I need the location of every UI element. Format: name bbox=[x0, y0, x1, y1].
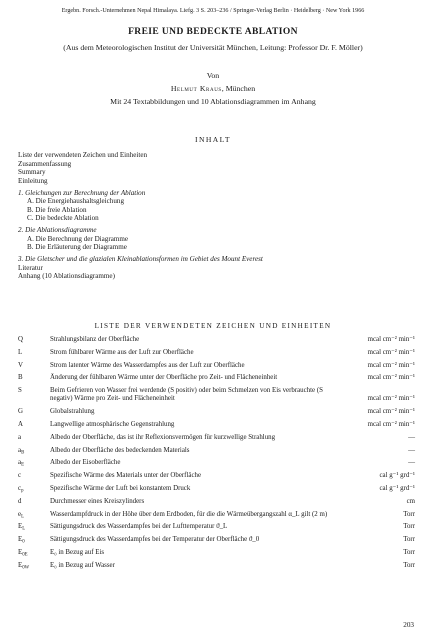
symbol-unit: Torr bbox=[403, 561, 415, 569]
symbol-row bbox=[18, 336, 415, 349]
institute-subtitle: (Aus dem Meteorologischen Institut der Universität München, Leitung: Professor Dr. F. Möller) bbox=[63, 43, 363, 52]
table-of-contents bbox=[18, 151, 413, 281]
symbol-letter: E bbox=[18, 523, 23, 531]
contents-heading: INHALT bbox=[195, 135, 231, 144]
symbol-row bbox=[18, 421, 415, 434]
symbol-row bbox=[18, 511, 415, 524]
toc-item: Einleitung bbox=[18, 176, 48, 185]
symbol-description: Strom fühlbarer Wärme aus der Luft zur Oberfläche bbox=[50, 348, 194, 356]
symbol-letter: E bbox=[18, 561, 23, 569]
symbol-unit: — bbox=[408, 459, 415, 467]
symbol-letter: Q bbox=[18, 336, 23, 343]
symbol-row bbox=[18, 498, 415, 511]
symbol-row bbox=[18, 485, 415, 498]
symbol-letter: B bbox=[18, 374, 23, 382]
toc-subitem: C. Die bedeckte Ablation bbox=[27, 214, 99, 223]
symbol-description: Sättigungsdruck des Wasserdampfes bei der Temperatur der Oberfläche ϑ_0 bbox=[50, 536, 260, 544]
symbol-row bbox=[18, 536, 415, 549]
symbol-unit: cm bbox=[406, 497, 415, 505]
symbol-unit: cal g⁻¹ grd⁻¹ bbox=[379, 484, 415, 492]
symbol-description: Albedo der Oberfläche des bedeckenden Materials bbox=[50, 446, 190, 454]
symbol-unit: mcal cm⁻² min⁻¹ bbox=[367, 374, 415, 382]
symbol-description: Spezifische Wärme der Luft bei konstantem Druck bbox=[50, 484, 191, 492]
symbol bbox=[18, 349, 44, 360]
symbol-description: Globalstrahlung bbox=[50, 408, 95, 416]
symbol bbox=[18, 549, 44, 560]
symbol-description: Albedo der Oberfläche, das ist ihr Reflexionsvermögen für kurzwellige Strahlung bbox=[50, 433, 276, 441]
symbol-unit: Torr bbox=[403, 548, 415, 556]
symbol-letter: a bbox=[18, 433, 22, 441]
toc-item: Zusammenfassung bbox=[18, 159, 72, 168]
symbol-unit: Torr bbox=[403, 536, 415, 544]
symbol bbox=[18, 447, 44, 458]
symbol-description: E₀ in Bezug auf Wasser bbox=[50, 561, 115, 569]
toc-item: Literatur bbox=[18, 263, 43, 272]
symbol-row bbox=[18, 408, 415, 421]
symbol bbox=[18, 374, 44, 385]
symbol-row bbox=[18, 459, 415, 472]
symbol-letter: G bbox=[18, 408, 23, 416]
symbol-unit: cal g⁻¹ grd⁻¹ bbox=[379, 472, 415, 480]
symbol-unit: — bbox=[408, 446, 415, 454]
symbol-description: Sättigungsdruck des Wasserdampfes bei der Lufttemperatur ϑ_L bbox=[50, 523, 228, 531]
symbol bbox=[18, 421, 44, 432]
article-title: FREIE UND BEDECKTE ABLATION bbox=[128, 27, 298, 37]
symbol-unit: mcal cm⁻² min⁻¹ bbox=[367, 408, 415, 416]
symbols-list bbox=[18, 336, 415, 575]
symbol-description: Beim Gefrieren von Wasser frei werdende (S positiv) oder beim Schmelzen von Eis verbrauchte (S negativ) Wärme pro Zeit- und Flächeneinheit bbox=[50, 387, 323, 403]
symbol bbox=[18, 472, 44, 483]
toc-subitem: A. Die Berechnung der Diagramme bbox=[27, 234, 129, 243]
symbol-row bbox=[18, 362, 415, 375]
symbol-subscript: p bbox=[21, 488, 24, 494]
journal-header: Ergebn. Forsch.-Unternehmen Nepal Himalaya. Liefg. 3 S. 203–236 / Springer-Verlag Berlin · Heidelberg · New York 1966 bbox=[61, 8, 365, 14]
symbol bbox=[18, 336, 44, 347]
toc-item: Anhang (10 Ablationsdiagramme) bbox=[18, 272, 115, 281]
symbol-letter: E bbox=[18, 548, 23, 556]
symbol bbox=[18, 523, 44, 534]
symbol bbox=[18, 562, 44, 573]
symbol-unit: mcal cm⁻² min⁻¹ bbox=[367, 336, 415, 343]
symbol-letter: S bbox=[18, 387, 22, 395]
symbol-unit: mcal cm⁻² min⁻¹ bbox=[367, 348, 415, 356]
symbol-letter: a bbox=[18, 446, 22, 454]
symbol-letter: c bbox=[18, 484, 22, 492]
symbol-row bbox=[18, 549, 415, 562]
symbol-unit: mcal cm⁻² min⁻¹ bbox=[367, 361, 415, 369]
author-line bbox=[0, 84, 426, 93]
von-label: Von bbox=[206, 71, 220, 80]
symbol-subscript: L bbox=[21, 514, 24, 520]
symbol bbox=[18, 362, 44, 373]
symbol-subscript: B bbox=[21, 450, 25, 456]
symbol-letter: e bbox=[18, 510, 22, 518]
author-name: Helmut Kraus bbox=[170, 84, 222, 93]
symbol-row bbox=[18, 562, 415, 575]
symbol bbox=[18, 408, 44, 419]
symbol bbox=[18, 434, 44, 445]
author-place: , München bbox=[221, 84, 256, 93]
symbol-description: Strom latenter Wärme des Wasserdampfes aus der Luft zur Oberfläche bbox=[50, 361, 245, 369]
toc-section-title: 1. Gleichungen zur Berechnung der Ablation bbox=[18, 188, 146, 197]
toc-subitem: B. Die Erläuterung der Diagramme bbox=[27, 243, 127, 252]
symbol-description: Änderung der fühlbaren Wärme unter der Oberfläche pro Zeit- und Flächeneinheit bbox=[50, 374, 278, 382]
symbol-description: Spezifische Wärme des Materials unter der Oberfläche bbox=[50, 472, 202, 480]
symbol-letter: A bbox=[18, 420, 23, 428]
symbol-subscript: E bbox=[21, 462, 24, 468]
symbol-row bbox=[18, 523, 415, 536]
toc-item: Liste der verwendeten Zeichen und Einheiten bbox=[18, 151, 148, 159]
symbol bbox=[18, 498, 44, 509]
symbol-subscript: 0W bbox=[22, 565, 30, 571]
symbol-row bbox=[18, 387, 415, 408]
symbol-description: Durchmesser eines Kreiszylinders bbox=[50, 497, 145, 505]
symbol-subscript: 0 bbox=[22, 539, 25, 545]
symbol-letter: c bbox=[18, 472, 22, 480]
toc-subitem: B. Die freie Ablation bbox=[27, 205, 87, 214]
symbol bbox=[18, 485, 44, 496]
symbol-subscript: 0E bbox=[22, 552, 28, 558]
symbol-description: Albedo der Eisoberfläche bbox=[50, 459, 121, 467]
symbol-subscript: L bbox=[22, 526, 26, 532]
symbol-row bbox=[18, 434, 415, 447]
toc-item: Summary bbox=[18, 168, 46, 177]
symbol bbox=[18, 511, 44, 522]
symbol bbox=[18, 459, 44, 470]
symbol-letter: L bbox=[18, 348, 23, 356]
symbol bbox=[18, 536, 44, 547]
symbol-row bbox=[18, 447, 415, 460]
symbol-unit: Torr bbox=[403, 523, 415, 531]
symbol-description: Langwellige atmosphärische Gegenstrahlung bbox=[50, 420, 175, 428]
symbol-letter: V bbox=[18, 361, 23, 369]
toc-section-title: 3. Die Gletscher und die glazialen Kleinablationsformen im Gebiet des Mount Everest bbox=[18, 255, 263, 264]
page-number: 203 bbox=[403, 621, 414, 629]
symbol bbox=[18, 387, 44, 398]
symbol-row bbox=[18, 472, 415, 485]
symbol-letter: E bbox=[18, 536, 23, 544]
symbol-unit: Torr bbox=[403, 510, 415, 518]
symbol-letter: d bbox=[18, 497, 22, 505]
symbol-description: E₀ in Bezug auf Eis bbox=[50, 548, 105, 556]
figures-note: Mit 24 Textabbildungen und 10 Ablationsdiagrammen im Anhang bbox=[110, 97, 316, 106]
symbols-heading: LISTE DER VERWENDETEN ZEICHEN UND EINHEITEN bbox=[94, 322, 332, 330]
toc-section-title: 2. Die Ablationsdiagramme bbox=[18, 226, 97, 235]
symbol-description: Strahlungsbilanz der Oberfläche bbox=[50, 336, 140, 343]
symbol-unit: mcal cm⁻² min⁻¹ bbox=[367, 395, 415, 403]
symbol-row bbox=[18, 374, 415, 387]
symbol-letter: a bbox=[18, 459, 22, 467]
symbol-unit: mcal cm⁻² min⁻¹ bbox=[367, 420, 415, 428]
symbol-unit: — bbox=[408, 433, 415, 441]
symbol-row bbox=[18, 349, 415, 362]
toc-subitem: A. Die Energiehaushaltsgleichung bbox=[27, 197, 124, 206]
symbol-description: Wasserdampfdruck in der Höhe über dem Erdboden, für die die Wärmeübergangszahl α_L gilt (2 m) bbox=[50, 510, 328, 518]
